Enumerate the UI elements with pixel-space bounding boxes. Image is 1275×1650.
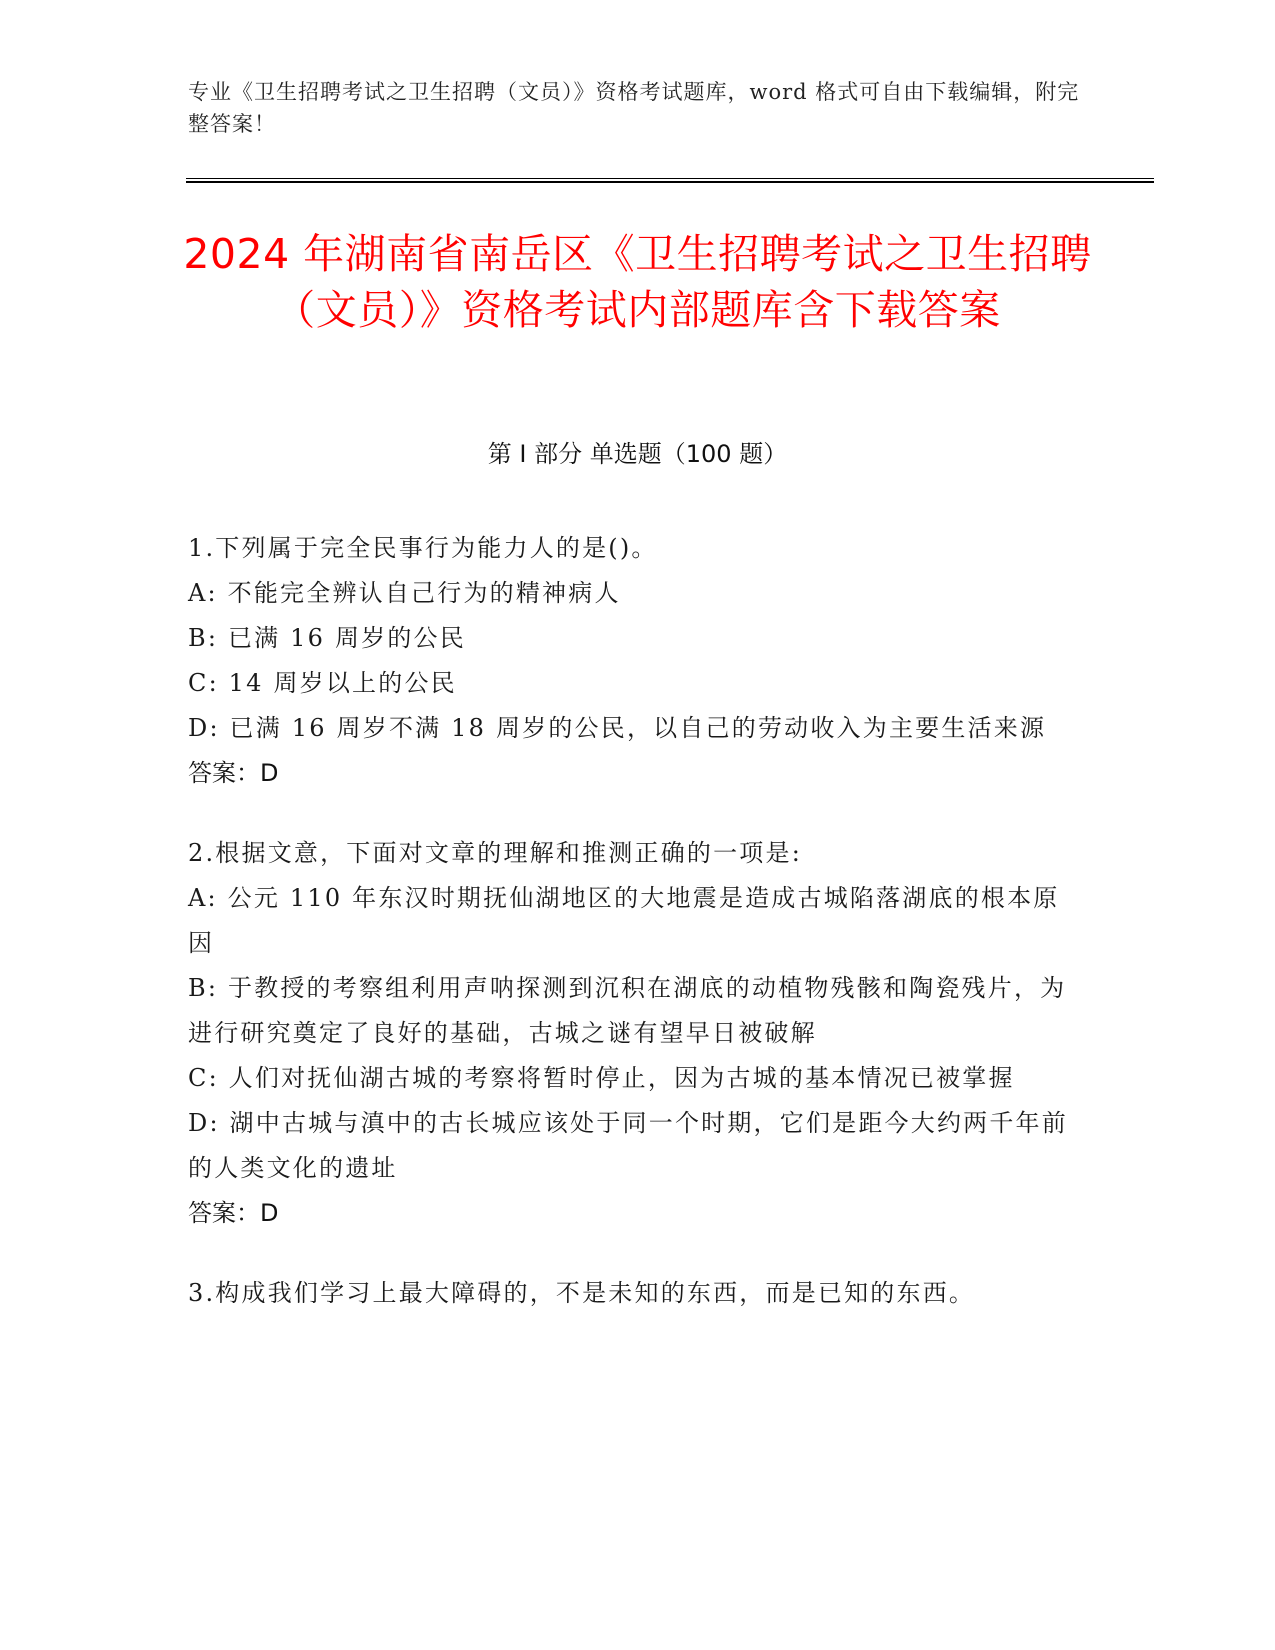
answer: 答案：D: [188, 1199, 279, 1227]
document-title: 2024 年湖南省南岳区《卫生招聘考试之卫生招聘（文员）》资格考试内部题库含下载答案: [183, 230, 1092, 334]
option-b: B: 于教授的考察组利用声呐探测到沉积在湖底的动植物残骸和陶瓷残片，为进行研究奠定了良好的基础，古城之谜有望早日被破解: [188, 974, 1067, 1047]
option-a: A: 公元 110 年东汉时期抚仙湖地区的大地震是造成古城陷落湖底的根本原因: [188, 884, 1060, 957]
question-2: [188, 831, 1073, 1236]
question-list: [188, 526, 1073, 1351]
section-heading: 第 I 部分 单选题（100 题）: [487, 440, 788, 468]
option-c: C: 14 周岁以上的公民: [188, 669, 457, 697]
option-d: D: 湖中古城与滇中的古长城应该处于同一个时期，它们是距今大约两千年前的人类文化的遗址: [188, 1109, 1068, 1182]
question-stem: 3.构成我们学习上最大障碍的，不是未知的东西，而是已知的东西。: [188, 1279, 976, 1307]
option-a: A: 不能完全辨认自己行为的精神病人: [188, 579, 621, 607]
option-c: C: 人们对抚仙湖古城的考察将暂时停止，因为古城的基本情况已被掌握: [188, 1064, 1015, 1092]
header-divider-thin: [186, 178, 1154, 179]
question-1: [188, 526, 1073, 796]
option-b: B: 已满 16 周岁的公民: [188, 624, 466, 652]
question-stem: 1.下列属于完全民事行为能力人的是()。: [188, 534, 658, 562]
question-stem: 2.根据文意，下面对文章的理解和推测正确的一项是:: [188, 839, 802, 867]
header-note: 专业《卫生招聘考试之卫生招聘（文员）》资格考试题库，word 格式可自由下载编辑，附完整答案！: [188, 80, 1080, 136]
question-3: [188, 1271, 1073, 1316]
option-d: D: 已满 16 周岁不满 18 周岁的公民，以自己的劳动收入为主要生活来源: [188, 714, 1047, 742]
answer: 答案：D: [188, 759, 279, 787]
header-divider-thick: [186, 181, 1154, 183]
